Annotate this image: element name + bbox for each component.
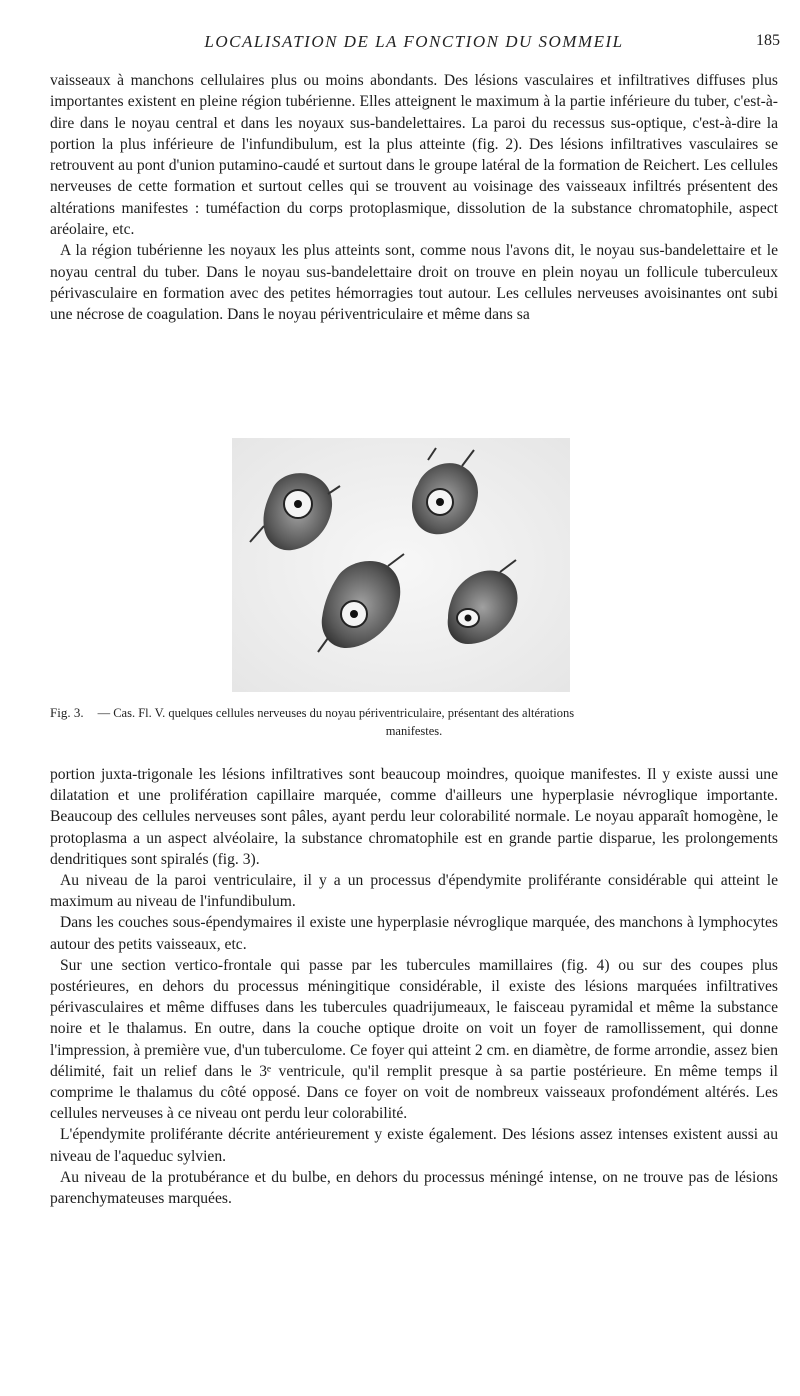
body-text-bottom	[50, 764, 778, 1209]
figure-label: Fig. 3.	[50, 705, 84, 720]
page-number: 185	[756, 32, 780, 49]
paragraph: portion juxta-trigonale les lésions infiltratives sont beaucoup moindres, quoique manifestes. Il y existe aussi une dilatation et une prolifération capillaire marquée, comme d'ailleurs une hyperplasie névroglique importante. Beaucoup des cellules nerveuses sont pâles, ayant perdu leur colorabilité normale. Le noyau apparaît homogène, le protoplasma a un aspect alvéolaire, la substance chromatophile est en grande partie disparue, les prolongements dendritiques sont spiralés (fig. 3).	[50, 766, 778, 868]
caption-line	[50, 704, 778, 722]
body-text-top	[50, 70, 778, 326]
micrograph-background	[232, 438, 570, 692]
caption-text: — Cas. Fl. V. quelques cellules nerveuses du noyau périventriculaire, présentant des altérations	[97, 706, 575, 720]
figure-micrograph	[232, 438, 570, 692]
caption-continuation: manifestes.	[385, 724, 443, 738]
paragraph: Au niveau de la paroi ventriculaire, il y a un processus d'épendymite proliférante considérable qui atteint le maximum au niveau de l'infundibulum.	[50, 872, 778, 911]
paragraph: A la région tubérienne les noyaux les plus atteints sont, comme nous l'avons dit, le noyau sus-bandelettaire et le noyau central du tuber. Dans le noyau sus-bandelettaire droit on trouve en plein noyau un follicule tuberculeux périvasculaire en formation avec des petites hémorragies tout autour. Les cellules nerveuses avoisinantes ont subi une nécrose de coagulation. Dans le noyau périventriculaire et même dans sa	[50, 242, 778, 324]
running-head	[48, 32, 780, 54]
running-title: LOCALISATION DE LA FONCTION DU SOMMEIL	[204, 32, 624, 51]
paragraph: Sur une section vertico-frontale qui passe par les tubercules mamillaires (fig. 4) ou sur des coupes plus postérieures, en dehors du processus méningitique considérable, il existe des lésions marquées infiltratives périvasculaires et même diffuses dans les tubercules quadrijumeaux, le faisceau pyramidal et même la substance noire et le thalamus. En outre, dans la couche optique droite on voit un foyer de ramollissement, qui donne l'impression, à première vue, d'un tuberculome. Ce foyer qui atteint 2 cm. en diamètre, de forme arrondie, assez bien délimité, fait un relief dans le 3ᵉ ventricule, qu'il remplit presque à sa partie postérieure. En même temps il comprime le thalamus du côté opposé. Dans ce foyer on voit de nombreux vaisseaux profondément altérés. Les cellules nerveuses à ce niveau ont perdu leur colorabilité.	[50, 956, 778, 1123]
figure-caption	[50, 704, 778, 740]
micrograph-nerve-cells	[232, 438, 570, 692]
paragraph: Au niveau de la protubérance et du bulbe, en dehors du processus méningé intense, on ne trouve pas de lésions parenchymateuses marquées.	[50, 1168, 778, 1208]
paragraph: Dans les couches sous-épendymaires il existe une hyperplasie névroglique marquée, des manchons à lymphocytes autour des petits vaisseaux, etc.	[50, 914, 778, 953]
paragraph: vaisseaux à manchons cellulaires plus ou moins abondants. Des lésions vasculaires et infiltratives diffuses plus importantes existent en pleine région tubérienne. Elles atteignent le maximum à la partie inférieure du tuber, c'est-à-dire dans le noyau central et dans les noyaux sus-bandelettaires. La paroi du recessus sus-optique, c'est-à-dire la portion la plus inférieure de l'infundibulum, est la plus atteinte (fig. 2). Des lésions infiltratives vasculaires se retrouvent au pont d'union putamino-caudé et surtout dans le groupe latéral de la formation de Reichert. Les cellules nerveuses de cette formation et surtout celles qui se trouvent au voisinage des vaisseaux infiltrés présentent des altérations manifestes : tuméfaction du corps protoplasmique, dissolution de la substance chromatophile, aspect aréolaire, etc.	[50, 72, 778, 239]
paragraph: L'épendymite proliférante décrite antérieurement y existe également. Des lésions assez intenses existent aussi au niveau de l'aqueduc sylvien.	[50, 1126, 778, 1165]
